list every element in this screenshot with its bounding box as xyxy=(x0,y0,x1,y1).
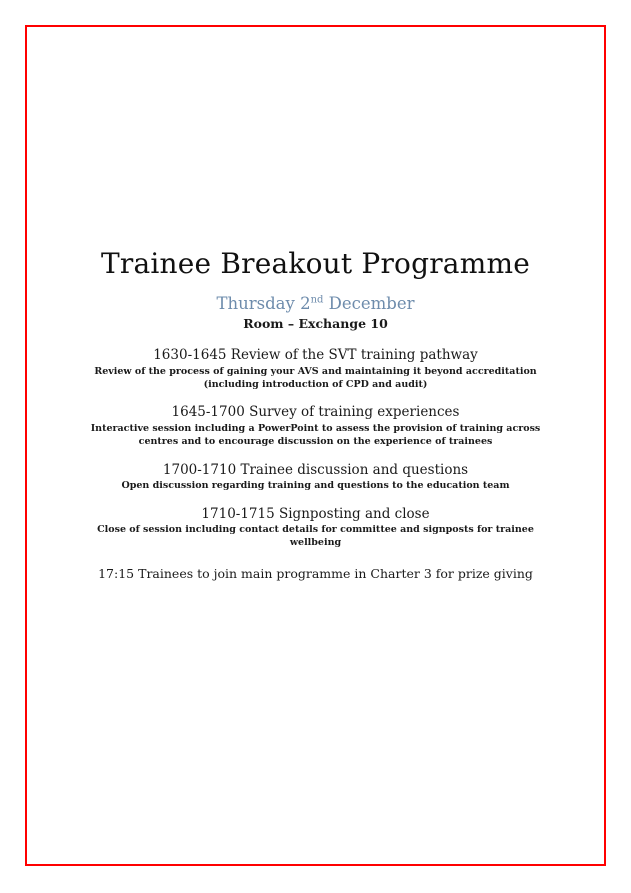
session-item xyxy=(27,404,604,448)
session-item xyxy=(27,506,604,550)
session-description: Close of session including contact details for committee and signposts for trainee wellbeing xyxy=(97,524,534,549)
session-time-title: 1630-1645 Review of the SVT training pathway xyxy=(153,347,478,364)
page-title: Trainee Breakout Programme xyxy=(101,247,530,280)
session-description: Open discussion regarding training and questions to the education team xyxy=(121,480,510,492)
event-date xyxy=(27,294,604,314)
closing-note: 17:15 Trainees to join main programme in Charter 3 for prize giving xyxy=(98,566,533,582)
session-item xyxy=(27,462,604,493)
session-list xyxy=(27,347,604,550)
session-time-title: 1645-1700 Survey of training experiences xyxy=(171,404,460,421)
session-description: Review of the process of gaining your AVS and maintaining it beyond accreditation (including introduction of CPD and audit) xyxy=(94,365,537,390)
session-time-title: 1710-1715 Signposting and close xyxy=(201,505,430,522)
room-label: Room – Exchange 10 xyxy=(243,315,388,331)
event-date-suffix: December xyxy=(323,294,415,314)
session-description: Interactive session including a PowerPoint to assess the provision of training across centres and to encourage discussion on the experience of trainees xyxy=(90,422,541,447)
session-item xyxy=(27,347,604,391)
session-time-title: 1700-1710 Trainee discussion and questions xyxy=(162,461,469,478)
date-ordinal-suffix: nd xyxy=(310,294,324,306)
programme-content xyxy=(27,248,604,582)
event-date-prefix: Thursday 2 xyxy=(216,294,311,314)
